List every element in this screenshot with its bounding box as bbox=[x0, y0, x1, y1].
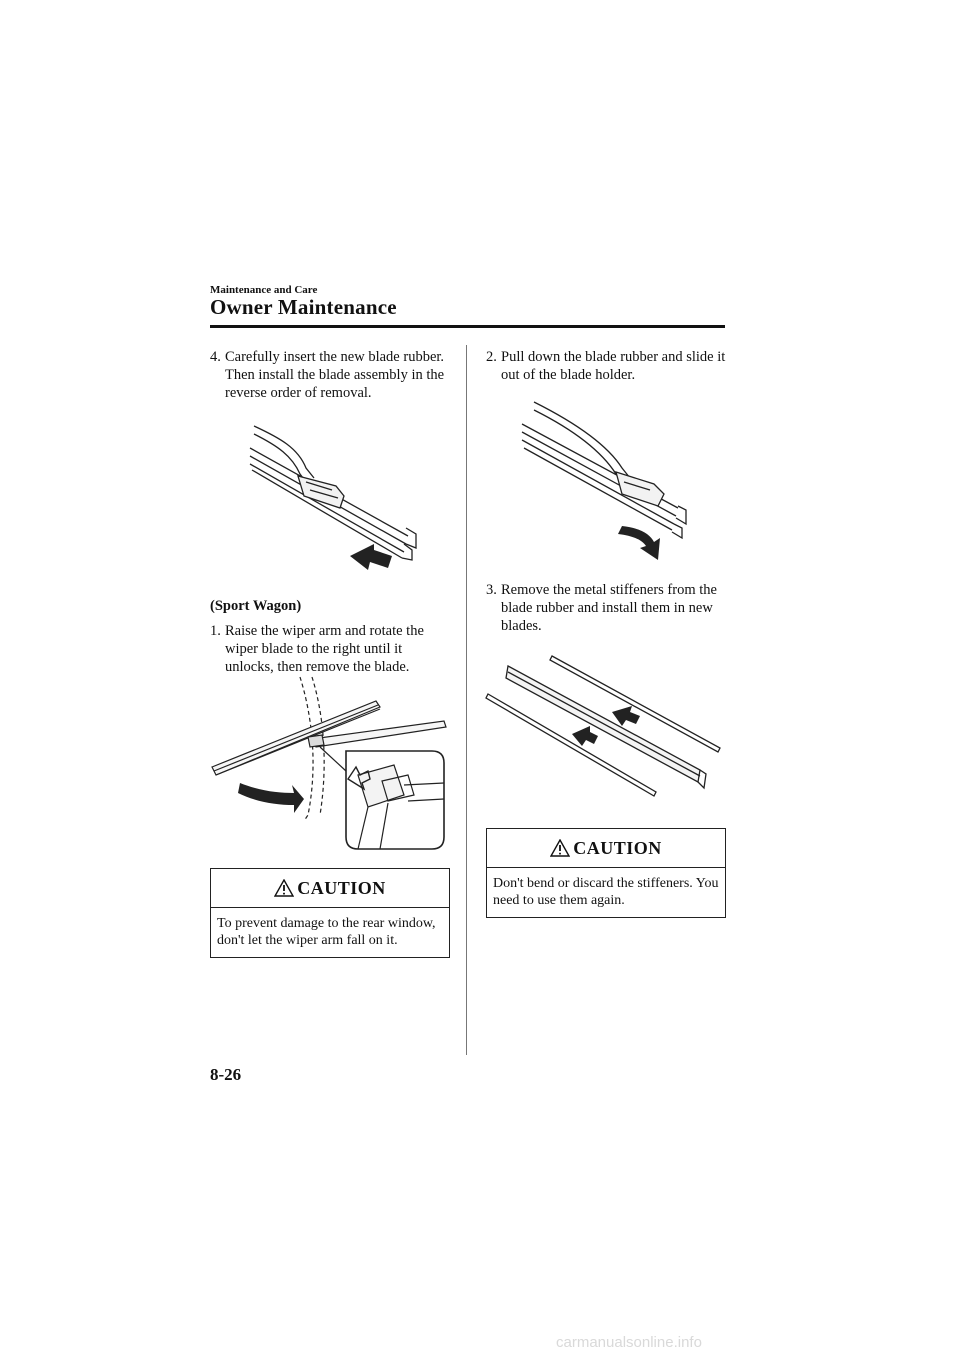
warning-triangle-icon bbox=[550, 839, 570, 857]
step-number: 1. bbox=[210, 623, 221, 639]
step-number: 3. bbox=[486, 582, 497, 598]
section-label: Maintenance and Care bbox=[210, 284, 318, 296]
page-number: 8-26 bbox=[210, 1065, 242, 1084]
step-text: Remove the metal stiffeners from the blade rubber and install them in new blades. bbox=[501, 582, 717, 634]
header-rule bbox=[210, 325, 725, 328]
insert-blade-rubber-illustration bbox=[240, 418, 430, 583]
step-number: 2. bbox=[486, 349, 497, 365]
rotate-right-arrow-icon bbox=[238, 783, 304, 813]
rear-wiper-removal-illustration bbox=[208, 675, 450, 855]
stiffener-arrow-icon bbox=[572, 726, 598, 746]
step-text: Raise the wiper arm and rotate the wiper blade to the right until it unlocks, then remove the blade. bbox=[225, 623, 424, 675]
step-2 bbox=[486, 348, 726, 384]
column-divider bbox=[466, 345, 467, 1055]
watermark: carmanualsonline.info bbox=[556, 1334, 702, 1351]
caution-box-right bbox=[486, 828, 726, 918]
stiffener-arrow-icon bbox=[612, 706, 640, 726]
model-subheading: (Sport Wagon) bbox=[210, 598, 302, 614]
caution-box-left bbox=[210, 868, 450, 958]
caution-text: Don't bend or discard the stiffeners. You need to use them again. bbox=[493, 876, 719, 908]
metal-stiffeners-illustration bbox=[486, 652, 726, 800]
step-number: 4. bbox=[210, 349, 221, 365]
step-text: Pull down the blade rubber and slide it out of the blade holder. bbox=[501, 349, 726, 383]
warning-triangle-icon bbox=[274, 879, 294, 897]
pull-down-arrow-icon bbox=[618, 526, 660, 560]
step-1 bbox=[210, 622, 450, 676]
caution-heading-text: CAUTION bbox=[297, 877, 386, 898]
page-title: Owner Maintenance bbox=[210, 295, 397, 319]
caution-text: To prevent damage to the rear window, don't let the wiper arm fall on it. bbox=[217, 916, 436, 948]
step-4 bbox=[210, 348, 450, 402]
step-text: Carefully insert the new blade rubber. Then install the blade assembly in the reverse order of removal. bbox=[225, 349, 445, 401]
step-3 bbox=[486, 581, 726, 635]
caution-heading bbox=[211, 869, 449, 908]
pull-blade-rubber-illustration bbox=[518, 398, 698, 566]
caution-heading bbox=[487, 829, 725, 868]
caution-heading-text: CAUTION bbox=[573, 837, 662, 858]
